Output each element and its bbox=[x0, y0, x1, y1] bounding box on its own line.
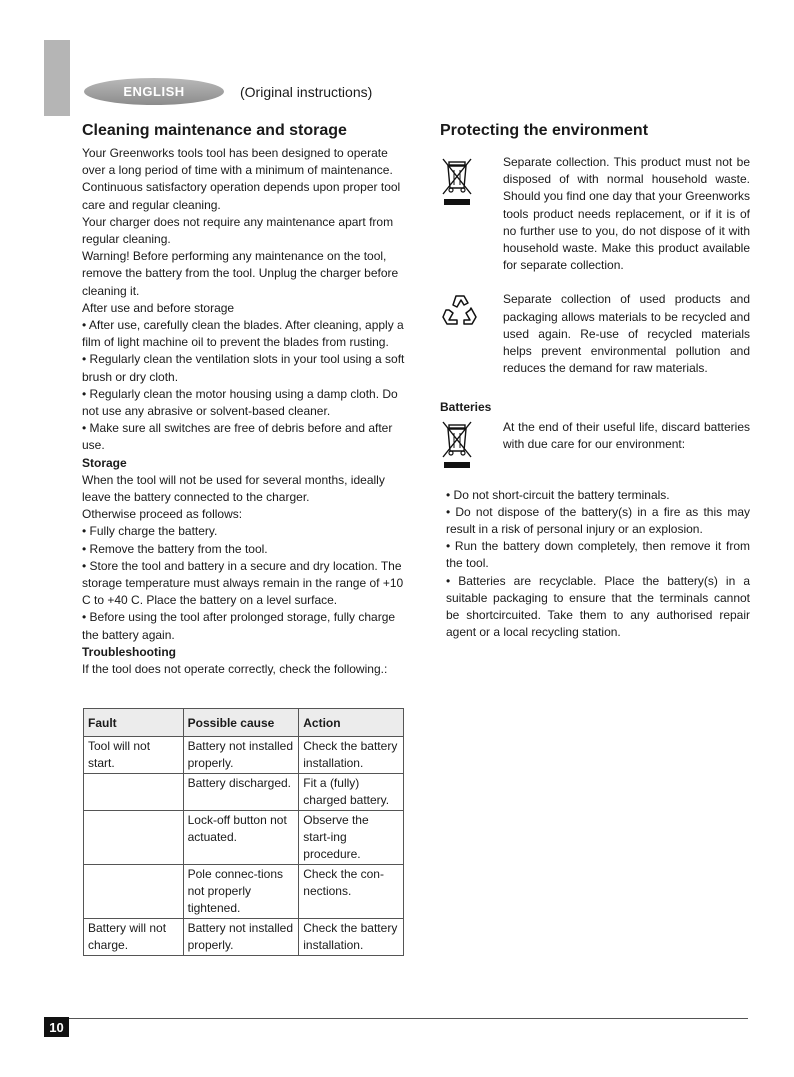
fault-cell: Tool will not start. bbox=[84, 737, 184, 774]
table-row bbox=[84, 919, 404, 956]
action-cell: Fit a (fully) charged battery. bbox=[299, 774, 404, 811]
storage-heading: Storage bbox=[82, 455, 127, 470]
fault-cell bbox=[84, 865, 184, 919]
original-instructions-note: (Original instructions) bbox=[240, 84, 373, 100]
footer-rule bbox=[44, 1018, 748, 1019]
bullet-item: • Regularly clean the motor housing using a damp cloth. Do not use any abrasive or solvent-based cleaner. bbox=[82, 386, 398, 419]
paragraph: When the tool will not be used for several months, ideally leave the battery connected to the charger. bbox=[82, 472, 385, 505]
cause-cell: Battery discharged. bbox=[183, 774, 299, 811]
bullet-item: • Before using the tool after prolonged storage, fully charge the battery again. bbox=[82, 610, 396, 642]
weee-section bbox=[440, 154, 750, 274]
bullet-item: • Make sure all switches are free of debris before and after use. bbox=[82, 421, 393, 453]
bullet-item: • Batteries are recyclable. Place the battery(s) in a suitable packaging to ensure that the terminals cannot be shortcircuited. Take them to any authorised repair agent or a local recycling station. bbox=[446, 573, 750, 640]
bullet-item: • Regularly clean the ventilation slots in your tool using a soft brush or dry cloth. bbox=[82, 352, 405, 384]
bullet-item: • Store the tool and battery in a secure and dry location. The storage temperature must always remain in the range of +10 C to +40 C. Place the battery on a level surface. bbox=[82, 558, 404, 608]
column-header-cause: Possible cause bbox=[183, 709, 299, 737]
bullet-item: • Run the battery down completely, then remove it from the tool. bbox=[446, 539, 750, 571]
crossed-bin-icon bbox=[440, 421, 482, 474]
left-column bbox=[82, 122, 407, 678]
recycle-icon bbox=[440, 293, 482, 336]
column-header-fault: Fault bbox=[84, 709, 184, 737]
bullet-item: • Remove the battery from the tool. bbox=[82, 541, 268, 556]
fault-cell bbox=[84, 811, 184, 865]
language-badge: ENGLISH bbox=[84, 78, 224, 105]
recycle-section bbox=[440, 291, 750, 377]
action-cell: Check the battery installation. bbox=[299, 919, 404, 956]
right-column bbox=[440, 122, 750, 641]
paragraph: After use and before storage bbox=[82, 300, 235, 315]
fault-cell: Battery will not charge. bbox=[84, 919, 184, 956]
table-row bbox=[84, 811, 404, 865]
cause-cell: Battery not installed properly. bbox=[183, 919, 299, 956]
paragraph: Your charger does not require any maintenance apart from regular cleaning. bbox=[82, 214, 394, 247]
crossed-bin-icon bbox=[440, 158, 482, 211]
action-cell: Check the battery installation. bbox=[299, 737, 404, 774]
battery-disposal-text: At the end of their useful life, discard batteries with due care for our environment: bbox=[503, 419, 750, 451]
bullet-item: • After use, carefully clean the blades. After cleaning, apply a film of light machine oil to prevent the blades from rusting. bbox=[82, 318, 404, 350]
troubleshooting-intro: If the tool does not operate correctly, check the following.: bbox=[82, 662, 388, 677]
battery-bullets bbox=[446, 487, 750, 642]
recycle-text: Separate collection of used products and packaging allows materials to be recycled and used again. Re-use of recycled materials helps prevent environmental pollution and reduces the demand for raw materials. bbox=[503, 292, 750, 376]
cleaning-title: Cleaning maintenance and storage bbox=[82, 122, 347, 139]
action-cell: Observe the start-ing procedure. bbox=[299, 811, 404, 865]
cause-cell: Lock-off button not actuated. bbox=[183, 811, 299, 865]
column-header-action: Action bbox=[299, 709, 404, 737]
action-cell: Check the con-nections. bbox=[299, 865, 404, 919]
weee-text: Separate collection. This product must not be disposed of with normal household waste. Should you find one day that your Greenworks tools product needs replacement, or if it is of no further use to you, do not dispose of it with household waste. Make this product available for separate collection. bbox=[503, 155, 750, 273]
page-number: 10 bbox=[44, 1017, 69, 1037]
table-header-row bbox=[84, 709, 404, 737]
troubleshooting-table bbox=[83, 708, 404, 956]
bullet-item: • Fully charge the battery. bbox=[82, 524, 218, 539]
battery-disposal-section bbox=[440, 419, 750, 471]
troubleshooting-heading: Troubleshooting bbox=[82, 644, 176, 659]
warning-paragraph: Warning! Before performing any maintenance on the tool, remove the battery from the tool. Unplug the charger before cleaning it. bbox=[82, 249, 399, 298]
bullet-item: • Do not short-circuit the battery terminals. bbox=[446, 487, 670, 502]
bullet-item: • Do not dispose of the battery(s) in a fire as this may result in a risk of personal injury or an explosion. bbox=[446, 504, 750, 537]
cause-cell: Battery not installed properly. bbox=[183, 737, 299, 774]
fault-cell bbox=[84, 774, 184, 811]
cause-cell: Pole connec-tions not properly tightened. bbox=[183, 865, 299, 919]
batteries-heading: Batteries bbox=[440, 400, 492, 415]
paragraph: Your Greenworks tools tool has been designed to operate over a long period of time with a minimum of maintenance. Continuous satisfactory operation depends upon proper tool care and regular cleaning. bbox=[82, 146, 401, 212]
paragraph: Otherwise proceed as follows: bbox=[82, 507, 243, 522]
environment-title: Protecting the environment bbox=[440, 122, 649, 139]
table-row bbox=[84, 774, 404, 811]
section-side-tab bbox=[44, 40, 70, 116]
table-row bbox=[84, 865, 404, 919]
table-row bbox=[84, 737, 404, 774]
